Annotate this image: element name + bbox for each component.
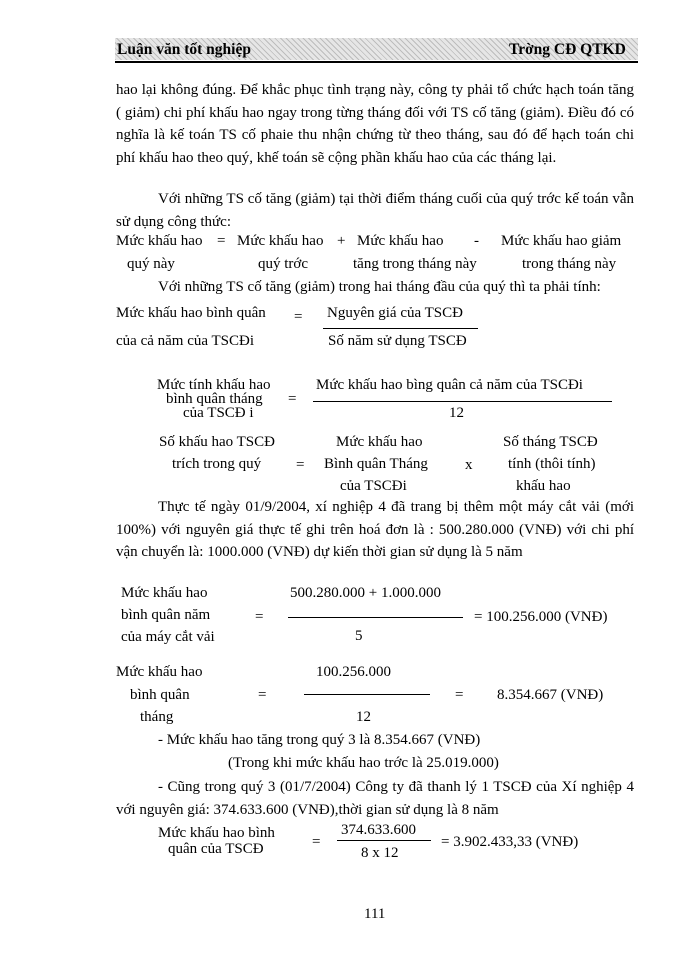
calc2-fraction-bar [304, 694, 430, 695]
formula2-lhs-line1: Mức khấu hao bình quân [116, 305, 266, 321]
calc2-lhs-line1: Mức khấu hao [116, 664, 203, 680]
calc3-lhs-line2: quân của TSCĐ [168, 841, 264, 857]
formula4-equals: = [296, 457, 305, 473]
formula1-term2: Mức khấu hao [237, 233, 324, 249]
calc2-lhs-line3: tháng [140, 709, 174, 725]
page-number: 111 [364, 906, 386, 922]
calc2-equals-2: = [455, 687, 464, 703]
formula2-numerator: Nguyên giá của TSCĐ [327, 305, 463, 321]
formula1-equals: = [217, 233, 226, 249]
calc1-denominator: 5 [355, 628, 363, 644]
calc3-lhs-line1: Mức khấu hao bình [158, 825, 275, 841]
note-2: (Trong khi mức khấu hao trớc là 25.019.000) [228, 755, 499, 771]
formula4-col2-line2: Bình quân Tháng [324, 456, 428, 472]
calc2-numerator: 100.256.000 [316, 664, 391, 680]
formula1-minus: - [474, 233, 479, 249]
formula4-col2-line3: của TSCĐi [340, 478, 407, 494]
formula4-col1-line1: Số khấu hao TSCĐ [159, 434, 275, 450]
formula2-equals: = [294, 309, 303, 325]
formula4-col3-line3: khấu hao [516, 478, 571, 494]
header-left: Luận văn tốt nghiệp [117, 41, 251, 58]
formula4-col1-line2: trích trong quý [172, 456, 262, 472]
formula1-plus: + [337, 233, 346, 249]
calc3-fraction-bar [337, 840, 431, 841]
formula1-term3: Mức khấu hao [357, 233, 444, 249]
calc1-equals: = [255, 609, 264, 625]
formula3-denominator: 12 [449, 405, 464, 421]
calc3-equals: = [312, 834, 321, 850]
formula1-sub2: quý trớc [258, 256, 309, 272]
formula1-term1: Mức khấu hao [116, 233, 203, 249]
calc1-result: = 100.256.000 (VNĐ) [474, 609, 608, 625]
calc2-equals: = [258, 687, 267, 703]
formula4-times: x [465, 457, 473, 473]
calc1-lhs-line1: Mức khấu hao [121, 585, 208, 601]
calc2-denominator: 12 [356, 709, 371, 725]
calc1-lhs-line2: bình quân năm [121, 607, 211, 623]
formula4-col2-line1: Mức khấu hao [336, 434, 423, 450]
calc1-lhs-line3: của máy cắt vải [121, 629, 215, 645]
formula3-lhs-line3: của TSCĐ i [183, 405, 254, 421]
paragraph-1: hao lại không đúng. Để khắc phục tình trạng này, công ty phải tổ chức hạch toán tăng ( giảm) chi phí khấu hao ngay trong từng tháng đối với TS cố tăng (giảm). Điều đó có nghĩa là kế toán TS cố phaie thu nhận chứng từ theo tháng, sau đó để hạch toán chi phí khấu hao theo quý, khế toán sẽ cộng phần khấu hao của các tháng lại. [116, 82, 634, 166]
formula3-numerator: Mức khấu hao bìng quân cả năm của TSCĐi [316, 377, 583, 393]
header-rule [115, 61, 638, 63]
calc1-fraction-bar [288, 617, 463, 618]
header-right: Trờng CĐ QTKD [509, 41, 626, 58]
formula4-col3-line1: Số tháng TSCĐ [503, 434, 598, 450]
formula2-fraction-bar [323, 328, 478, 329]
formula3-equals: = [288, 391, 297, 407]
formula2-lhs-line2: của cả năm của TSCĐi [116, 333, 255, 349]
formula4-col3-line2: tính (thôi tính) [508, 456, 596, 472]
calc3-denominator: 8 x 12 [361, 845, 399, 861]
calc1-numerator: 500.280.000 + 1.000.000 [290, 585, 441, 601]
formula1-sub1: quý này [127, 256, 175, 272]
formula3-lhs-line1: Mức tính khấu hao [157, 377, 271, 393]
formula3-lhs-line2: bình quân tháng [166, 391, 263, 407]
formula1-sub4: trong tháng này [522, 256, 617, 272]
calc2-result: 8.354.667 (VNĐ) [497, 687, 604, 703]
calc3-numerator: 374.633.600 [341, 822, 416, 838]
formula2-denominator: Số năm sử dụng TSCĐ [328, 333, 467, 349]
formula1-sub3: tăng trong tháng này [353, 256, 477, 272]
calc2-lhs-line2: bình quân [130, 687, 190, 703]
paragraph-3: Với những TS cố tăng (giảm) trong hai tháng đầu của quý thì ta phải tính: [158, 279, 601, 295]
paragraph-4: Thực tế ngày 01/9/2004, xí nghiệp 4 đã trang bị thêm một máy cắt vải (mới 100%) với nguyên giá thực tế ghi trên hoá đơn là : 500.280.000 (VNĐ) với chi phí vận chuyển là: 1000.000 (VNĐ) dự kiến thời gian sử dụng là 5 năm [116, 499, 634, 560]
note-1: - Mức khấu hao tăng trong quý 3 là 8.354.667 (VNĐ) [158, 732, 481, 748]
formula3-fraction-bar [313, 401, 612, 402]
formula1-term4: Mức khấu hao giảm [501, 233, 622, 249]
calc3-result: = 3.902.433,33 (VNĐ) [441, 834, 579, 850]
paragraph-2: Với những TS cố tăng (giảm) tại thời điểm tháng cuối của quý trớc kế toán vẫn sử dụng công thức: [116, 191, 634, 230]
note-3: - Cũng trong quý 3 (01/7/2004) Công ty đã thanh lý 1 TSCĐ của Xí nghiệp 4 với nguyên giá: 374.633.600 (VNĐ),thời gian sử dụng là 8 năm [116, 779, 634, 818]
